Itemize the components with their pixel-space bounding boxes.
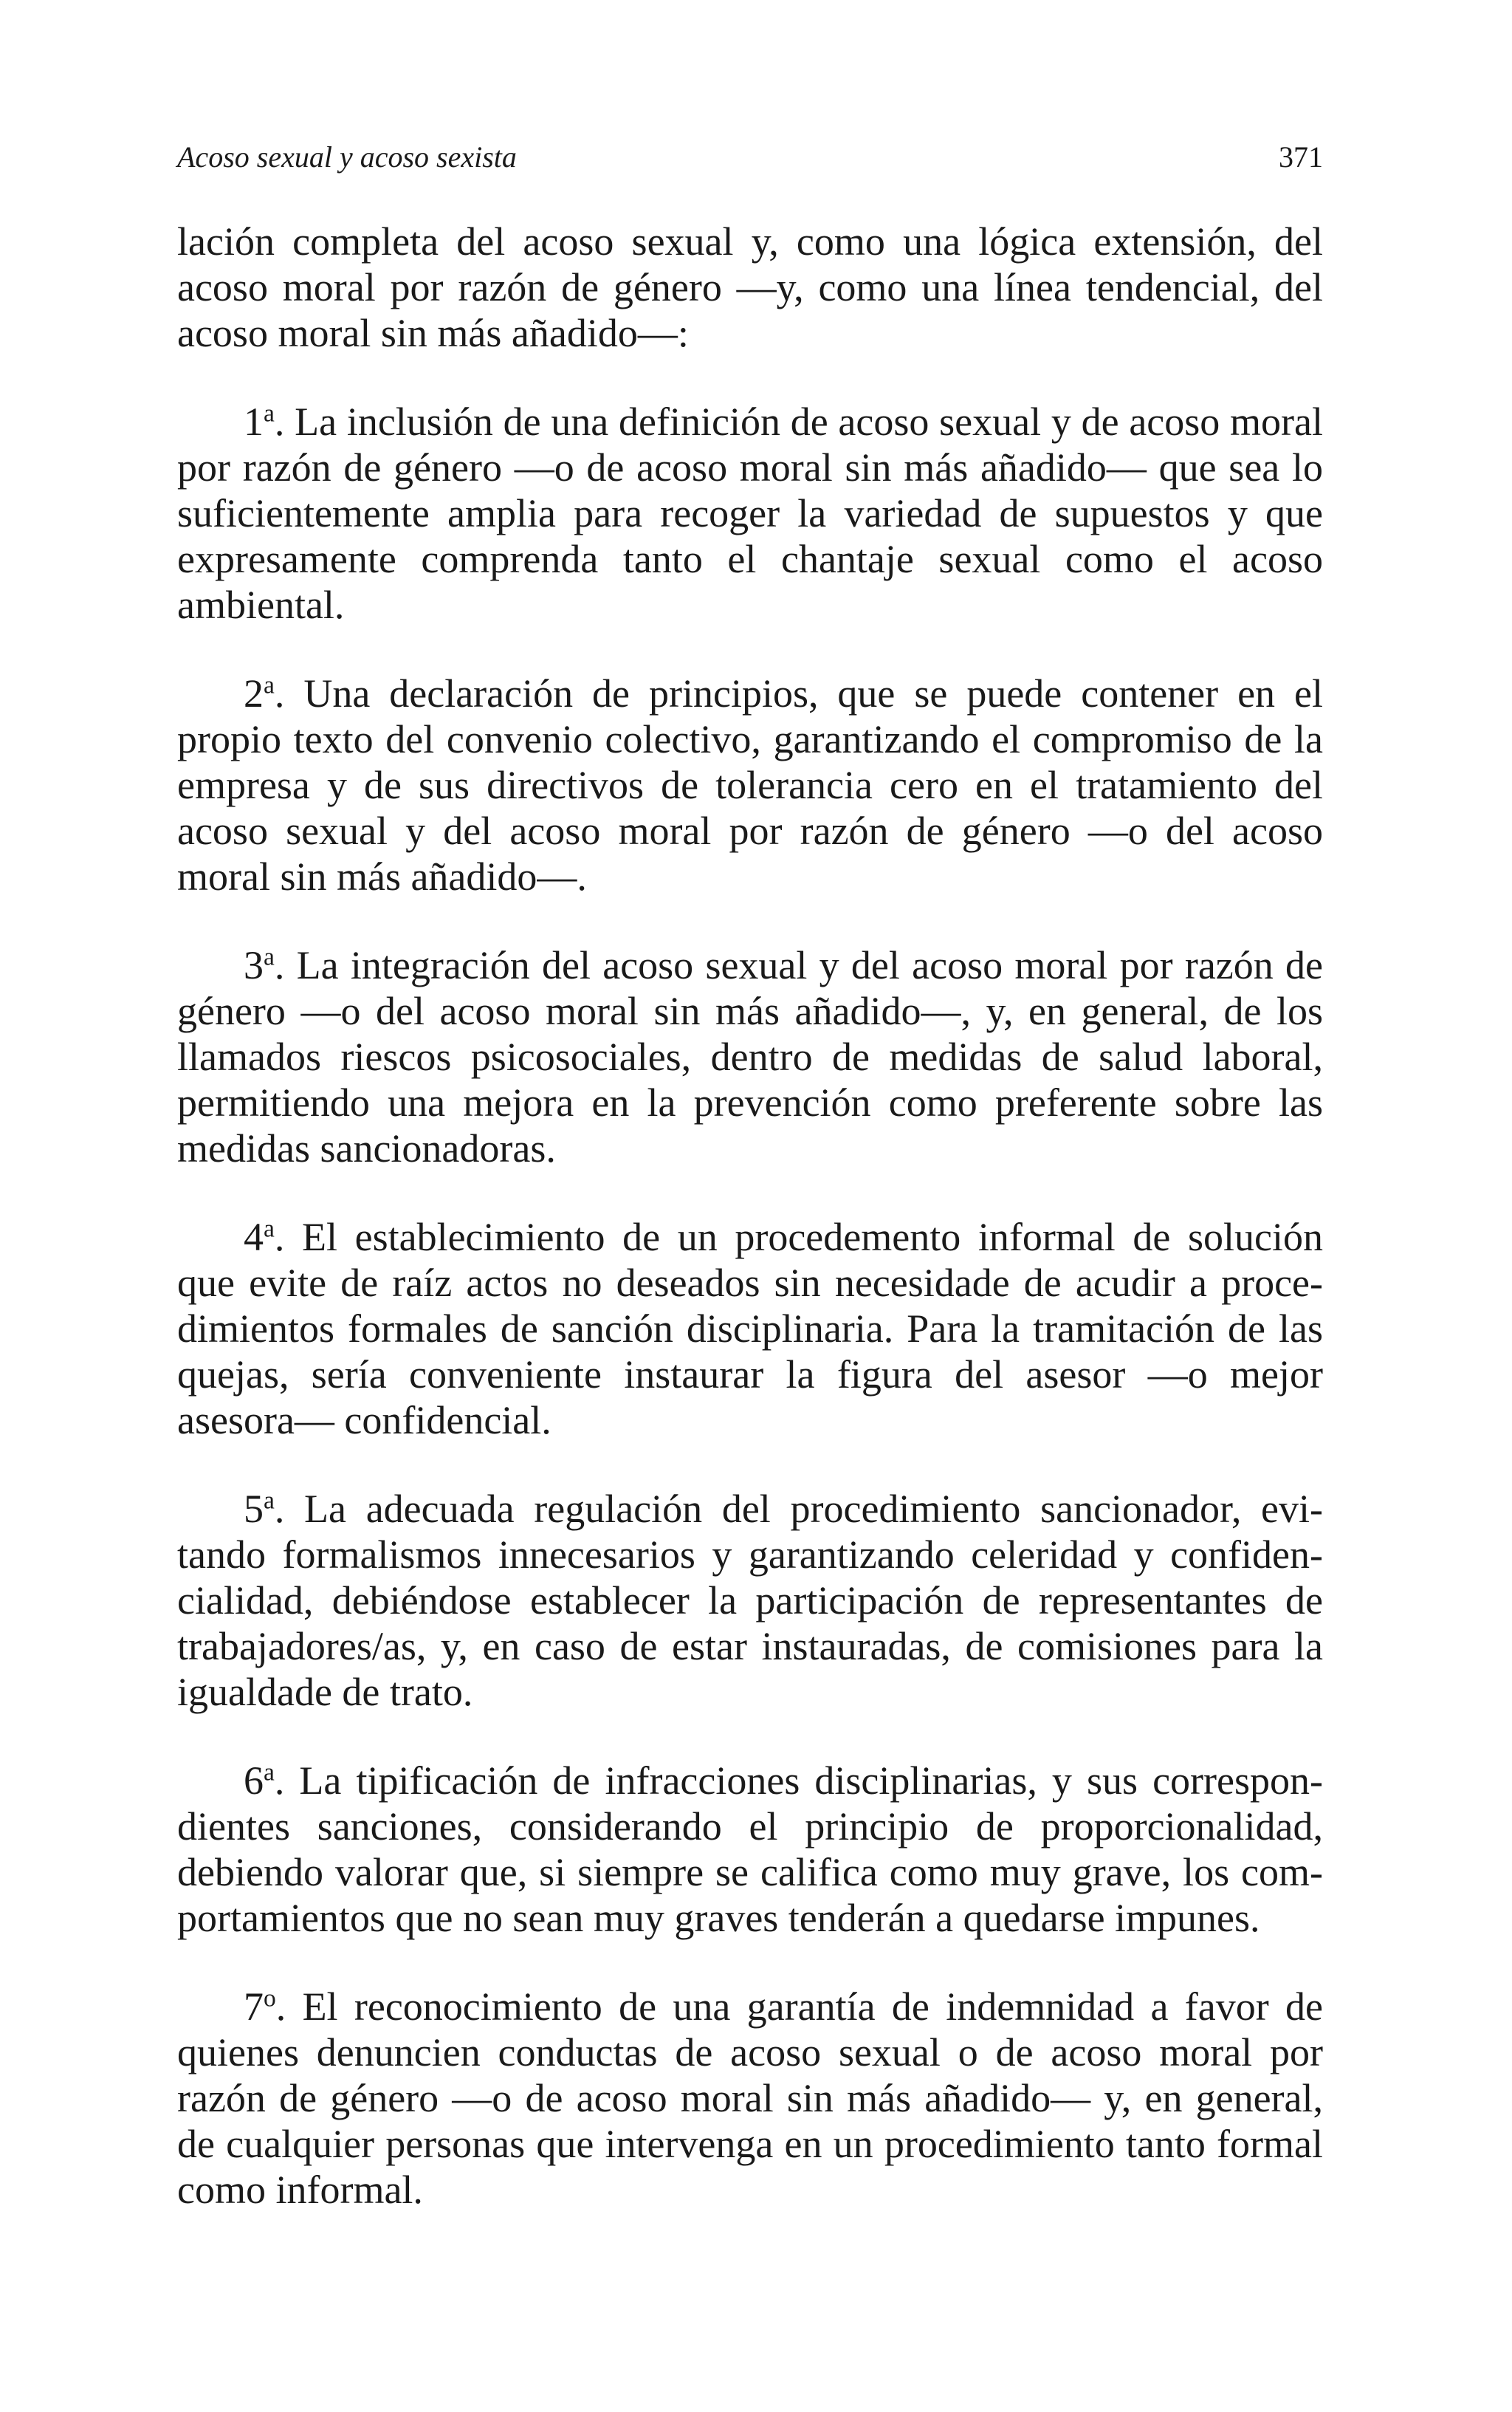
- page-number: 371: [1279, 140, 1323, 174]
- intro-paragraph: lación completa del acoso sexual y, como una lógica extensión, del acoso moral por razón de género —y, como una línea tendencial, del acoso moral sin más añadido—:: [177, 219, 1323, 355]
- ordinal-indicator: a: [264, 400, 275, 428]
- ordinal-indicator: a: [264, 943, 275, 971]
- running-title: Acoso sexual y acoso sexista: [177, 140, 517, 174]
- list-item: [177, 1214, 1323, 1443]
- item-number: 5: [244, 1487, 264, 1531]
- book-page: [177, 0, 1323, 2412]
- item-text: . El establecimiento de un procedemento informal de solución que evite de raíz actos no deseados sin necesidade de acudir a procedimientos formales de sanción disciplinaria. Para la tramitación de las quejas, sería conveniente instaurar la figura del asesor —o mejor asesora— confidencial.: [177, 1215, 1323, 1442]
- ordinal-indicator: o: [264, 1984, 276, 2012]
- list-item: [177, 399, 1323, 628]
- item-text: . La adecuada regulación del procedimiento sancionador, evitando formalismos innecesarios y garantizando celeridad y confidencialidad, debiéndose establecer la participación de representantes de trabajadores/as, y, en caso de estar instauradas, de comisiones para la igualdade de trato.: [177, 1487, 1323, 1714]
- list-item: [177, 1486, 1323, 1715]
- item-number: 7: [244, 1984, 264, 2029]
- body-text: [177, 219, 1323, 2255]
- item-number: 1: [244, 400, 264, 444]
- item-number: 4: [244, 1215, 264, 1259]
- item-text: . Una declaración de principios, que se puede contener en el propio texto del convenio colectivo, garantizando el compromiso de la empresa y de sus directivos de tolerancia cero en el tratamiento del acoso sexual y del acoso moral por razón de género —o del acoso moral sin más añadido—.: [177, 671, 1323, 899]
- ordinal-indicator: a: [264, 1758, 275, 1786]
- item-number: 3: [244, 943, 264, 987]
- running-header: [177, 139, 1323, 176]
- list-item: [177, 1758, 1323, 1941]
- list-item: [177, 1984, 1323, 2213]
- list-item: [177, 942, 1323, 1171]
- item-number: 2: [244, 671, 264, 716]
- list-item: [177, 671, 1323, 900]
- ordinal-indicator: a: [264, 1215, 275, 1243]
- ordinal-indicator: a: [264, 1487, 275, 1515]
- item-number: 6: [244, 1758, 264, 1803]
- item-text: . La inclusión de una definición de acoso sexual y de acoso moral por razón de género —o de acoso moral sin más añadido— que sea lo suficientemente amplia para recoger la variedad de supuestos y que expresamente comprenda tanto el chantaje sexual como el acoso ambiental.: [177, 400, 1323, 627]
- ordinal-indicator: a: [264, 671, 275, 699]
- item-text: . La integración del acoso sexual y del acoso moral por razón de género —o del acoso moral sin más añadido—, y, en general, de los llamados riescos psicosociales, dentro de medidas de salud laboral, permitiendo una mejora en la prevención como preferente sobre las medidas sancionadoras.: [177, 943, 1323, 1171]
- item-text: . El reconocimiento de una garantía de indemnidad a favor de quienes denuncien conductas de acoso sexual o de acoso moral por razón de género —o de acoso moral sin más añadido— y, en general, de cualquier personas que intervenga en un procedimiento tanto formal como informal.: [177, 1984, 1323, 2212]
- item-text: . La tipificación de infracciones disciplinarias, y sus correspondientes sanciones, considerando el principio de proporcionalidad, debiendo valorar que, si siempre se califica como muy grave, los comportamientos que no sean muy graves tenderán a quedarse impunes.: [177, 1758, 1323, 1940]
